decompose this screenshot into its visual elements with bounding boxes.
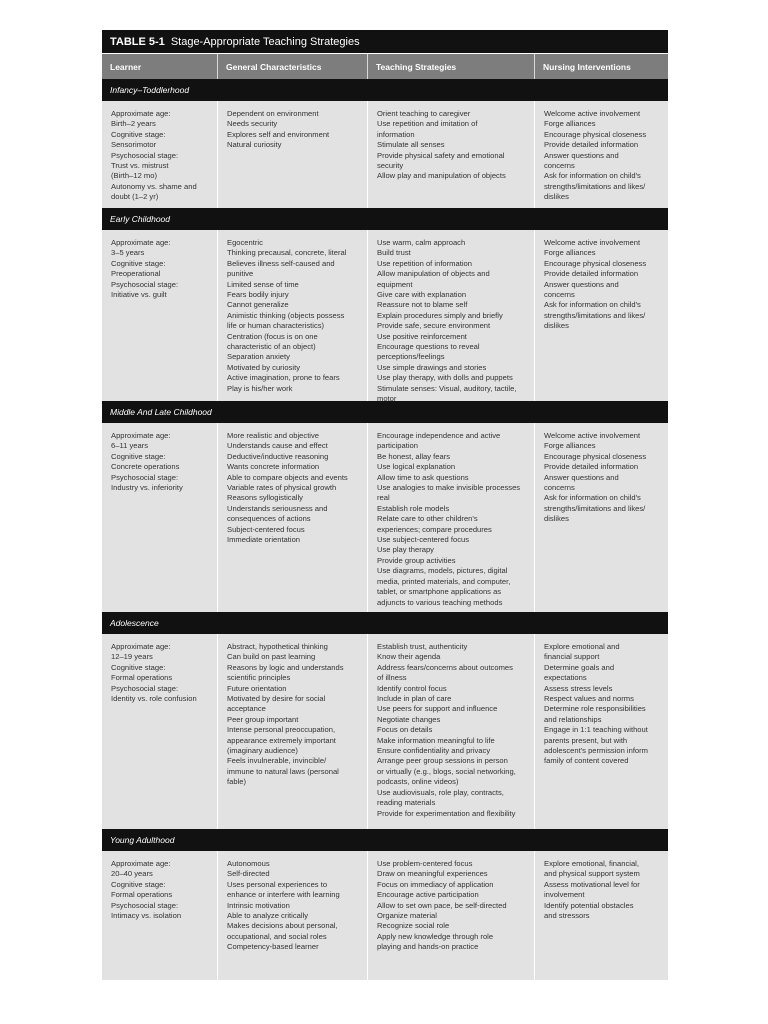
cell-line: Immediate orientation: [227, 535, 301, 545]
cell-line: Know their agenda: [377, 652, 441, 662]
cell-line: Variable rates of physical growth: [227, 483, 337, 493]
cell-line: 6–11 years: [111, 441, 149, 451]
cell-line: (imaginary audience): [227, 746, 298, 756]
cell-line: Identify potential obstacles: [544, 900, 634, 910]
cell-line: Motivated by curiosity: [227, 362, 301, 372]
cell-line: Include in plan of care: [377, 694, 452, 704]
cell-line: Explores self and environment: [227, 129, 330, 139]
cell-line: Welcome active involvement: [544, 431, 641, 440]
cell-line: Understands cause and effect: [227, 441, 328, 451]
cell-line: Use repetition of information: [377, 258, 472, 268]
cell-line: doubt (1–2 yr): [111, 192, 159, 202]
cell-line: Focus on immediacy of application: [377, 879, 494, 889]
cell-line: Formal operations: [111, 890, 173, 900]
cell-line: Reasons syllogistically: [227, 493, 303, 503]
characteristics-column: [218, 423, 368, 612]
cell-line: Psychosocial stage:: [111, 900, 179, 910]
cell-line: Ask for information on child's: [544, 300, 641, 310]
cell-line: Use simple drawings and stories: [377, 362, 487, 372]
cell-line: Concrete operations: [111, 462, 180, 472]
cell-line: Encourage questions to reveal: [377, 342, 480, 352]
characteristics-column: [218, 634, 368, 829]
cell-line: Use play therapy, with dolls and puppets: [377, 373, 513, 383]
cell-line: Reasons by logic and understands: [227, 662, 344, 672]
section-body: [102, 851, 668, 980]
cell-line: Fears bodily injury: [227, 290, 289, 300]
cell-line: Intimacy vs. isolation: [111, 911, 182, 921]
cell-line: Assess stress levels: [544, 683, 613, 693]
cell-line: Intense personal preoccupation,: [227, 725, 336, 735]
cell-line: Use play therapy: [377, 545, 434, 555]
section-header: Adolescence: [102, 612, 668, 634]
cell-line: Answer questions and: [544, 279, 619, 289]
cell-line: experiences; compare procedures: [377, 524, 492, 534]
cell-line: fable): [227, 777, 246, 787]
cell-line: Ask for information on child's: [544, 493, 641, 503]
cell-line: Be honest, allay fears: [377, 451, 451, 461]
cell-line: Use repetition and imitation of: [377, 119, 478, 129]
cell-line: Approximate age:: [111, 109, 171, 118]
cell-line: participation: [377, 441, 418, 451]
cell-line: Autonomous: [227, 859, 270, 868]
cell-line: Peer group important: [227, 714, 299, 724]
cell-line: Uses personal experiences to: [227, 879, 328, 889]
cell-line: Forge alliances: [544, 441, 596, 451]
cell-line: Encourage independence and active: [377, 431, 501, 440]
interventions-column: [535, 423, 668, 612]
cell-line: expectations: [544, 673, 587, 683]
cell-line: perceptions/feelings: [377, 352, 445, 362]
cell-line: Industry vs. inferiority: [111, 483, 183, 493]
cell-line: Identify control focus: [377, 683, 447, 693]
cell-line: and stressors: [544, 911, 590, 921]
cell-line: characteristic of an object): [227, 342, 316, 352]
cell-line: and physical support system: [544, 869, 640, 879]
cell-line: Cognitive stage:: [111, 129, 166, 139]
cell-line: Explain procedures simply and briefly: [377, 310, 503, 320]
cell-line: Motivated by desire for social: [227, 694, 326, 704]
table-title: Stage-Appropriate Teaching Strategies: [170, 35, 360, 48]
cell-line: Address fears/concerns about outcomes: [377, 662, 513, 672]
cell-line: dislikes: [544, 321, 569, 331]
cell-line: security: [377, 161, 404, 171]
cell-line: Recognize social role: [377, 921, 450, 931]
learner-column: [102, 423, 218, 612]
cell-line: acceptance: [227, 704, 266, 714]
cell-line: Explore emotional and: [544, 642, 620, 651]
header-learner: Learner: [102, 54, 218, 79]
cell-line: enhance or interfere with learning: [227, 890, 340, 900]
cell-line: Formal operations: [111, 673, 173, 683]
cell-line: Provide detailed information: [544, 269, 639, 279]
section-body: [102, 423, 668, 612]
interventions-column: [535, 851, 668, 980]
cell-line: tablet, or smartphone applications as: [377, 587, 502, 597]
cell-line: Answer questions and: [544, 150, 619, 160]
cell-line: consequences of actions: [227, 514, 311, 524]
cell-line: Provide physical safety and emotional: [377, 150, 505, 160]
cell-line: Answer questions and: [544, 472, 619, 482]
cell-line: Give care with explanation: [377, 290, 467, 300]
cell-line: Use analogies to make invisible processes: [377, 483, 521, 493]
cell-line: Determine goals and: [544, 662, 615, 672]
strategies-column: [368, 423, 535, 612]
cell-line: Use problem-centered focus: [377, 859, 473, 868]
section-header: Infancy–Toddlerhood: [102, 79, 668, 101]
cell-line: media, printed materials, and computer,: [377, 576, 511, 586]
characteristics-column: [218, 101, 368, 208]
cell-line: Use positive reinforcement: [377, 331, 467, 341]
cell-line: Competency-based learner: [227, 942, 319, 952]
cell-line: Allow to set own pace, be self-directed: [377, 900, 507, 910]
learner-column: [102, 101, 218, 208]
cell-line: Organize material: [377, 911, 437, 921]
cell-line: Stimulate all senses: [377, 140, 445, 150]
cell-line: and relationships: [544, 714, 602, 724]
cell-line: Self-directed: [227, 869, 270, 879]
cell-line: Abstract, hypothetical thinking: [227, 642, 328, 651]
cell-line: Cannot generalize: [227, 300, 289, 310]
cell-line: Makes decisions about personal,: [227, 921, 338, 931]
cell-line: Draw on meaningful experiences: [377, 869, 488, 879]
table-number: TABLE 5-1: [110, 35, 165, 48]
cell-line: Use peers for support and influence: [377, 704, 498, 714]
cell-line: Use logical explanation: [377, 462, 456, 472]
section-header: Young Adulthood: [102, 829, 668, 851]
cell-line: Separation anxiety: [227, 352, 290, 362]
column-header-row: [102, 54, 668, 79]
cell-line: Psychosocial stage:: [111, 279, 179, 289]
cell-line: Understands seriousness and: [227, 503, 328, 513]
cell-line: Provide safe, secure environment: [377, 321, 491, 331]
cell-line: immune to natural laws (personal: [227, 766, 339, 776]
table-sections: [102, 79, 668, 980]
interventions-column: [535, 101, 668, 208]
header-teaching-strategies: Teaching Strategies: [368, 54, 535, 79]
cell-line: Welcome active involvement: [544, 238, 641, 247]
cell-line: motor: [377, 394, 397, 401]
cell-line: podcasts, online videos): [377, 777, 459, 787]
cell-line: Able to analyze critically: [227, 911, 309, 921]
cell-line: Dependent on environment: [227, 109, 319, 118]
cell-line: Feels invulnerable, invincible/: [227, 756, 327, 766]
cell-line: reading materials: [377, 798, 436, 808]
cell-line: strengths/limitations and likes/: [544, 310, 646, 320]
cell-line: 12–19 years: [111, 652, 153, 662]
cell-line: Forge alliances: [544, 248, 596, 258]
cell-line: Limited sense of time: [227, 279, 299, 289]
cell-line: Deductive/inductive reasoning: [227, 451, 329, 461]
cell-line: Identity vs. role confusion: [111, 694, 197, 704]
cell-line: Welcome active involvement: [544, 109, 641, 118]
interventions-column: [535, 634, 668, 829]
teaching-strategies-table: [102, 30, 668, 980]
cell-line: Apply new knowledge through role: [377, 931, 494, 941]
cell-line: Use warm, calm approach: [377, 238, 466, 247]
cell-line: Forge alliances: [544, 119, 596, 129]
cell-line: Thinking precausal, concrete, literal: [227, 248, 347, 258]
cell-line: Respect values and norms: [544, 694, 634, 704]
cell-line: Assess motivational level for: [544, 879, 640, 889]
cell-line: Future orientation: [227, 683, 287, 693]
cell-line: Use diagrams, models, pictures, digital: [377, 566, 508, 576]
section-body: [102, 230, 668, 401]
cell-line: Animistic thinking (objects possess: [227, 310, 345, 320]
cell-line: Negotiate changes: [377, 714, 441, 724]
cell-line: Approximate age:: [111, 238, 171, 247]
cell-line: Able to compare objects and events: [227, 472, 348, 482]
cell-line: Determine role responsibilities: [544, 704, 646, 714]
cell-line: equipment: [377, 279, 413, 289]
section-body: [102, 101, 668, 208]
cell-line: financial support: [544, 652, 600, 662]
learner-column: [102, 851, 218, 980]
cell-line: Encourage physical closeness: [544, 258, 647, 268]
cell-line: strengths/limitations and likes/: [544, 181, 646, 191]
interventions-column: [535, 230, 668, 401]
cell-line: Encourage active participation: [377, 890, 479, 900]
section-header: Middle And Late Childhood: [102, 401, 668, 423]
cell-line: Relate care to other children's: [377, 514, 478, 524]
cell-line: parents present, but with: [544, 735, 628, 745]
cell-line: Needs security: [227, 119, 278, 129]
cell-line: Ask for information on child's: [544, 171, 641, 181]
cell-line: Preoperational: [111, 269, 161, 279]
cell-line: Make information meaningful to life: [377, 735, 495, 745]
cell-line: 20–40 years: [111, 869, 153, 879]
cell-line: Trust vs. mistrust: [111, 161, 169, 171]
strategies-column: [368, 230, 535, 401]
cell-line: punitive: [227, 269, 254, 279]
table-title-bar: [102, 30, 668, 53]
cell-line: Approximate age:: [111, 642, 171, 651]
cell-line: Natural curiosity: [227, 140, 282, 150]
cell-line: Allow manipulation of objects and: [377, 269, 490, 279]
cell-line: Centration (focus is on one: [227, 331, 318, 341]
cell-line: Initiative vs. guilt: [111, 290, 167, 300]
learner-column: [102, 634, 218, 829]
cell-line: Provide detailed information: [544, 140, 639, 150]
cell-line: Approximate age:: [111, 431, 171, 440]
cell-line: information: [377, 129, 415, 139]
cell-line: Engage in 1:1 teaching without: [544, 725, 648, 735]
cell-line: Allow play and manipulation of objects: [377, 171, 506, 181]
header-nursing-interventions: Nursing Interventions: [543, 61, 631, 72]
cell-line: Cognitive stage:: [111, 451, 166, 461]
cell-line: adjuncts to various teaching methods: [377, 597, 503, 607]
cell-line: Subject-centered focus: [227, 524, 305, 534]
cell-line: 3–5 years: [111, 248, 145, 258]
cell-line: real: [377, 493, 390, 503]
cell-line: occupational, and social roles: [227, 931, 327, 941]
cell-line: or virtually (e.g., blogs, social networking,: [377, 766, 516, 776]
section-body: [102, 634, 668, 829]
cell-line: Establish role models: [377, 503, 450, 513]
cell-line: More realistic and objective: [227, 431, 320, 440]
strategies-column: [368, 101, 535, 208]
cell-line: Approximate age:: [111, 859, 171, 868]
cell-line: Egocentric: [227, 238, 263, 247]
header-general-characteristics: General Characteristics: [218, 54, 368, 79]
characteristics-column: [218, 851, 368, 980]
cell-line: Orient teaching to caregiver: [377, 109, 471, 118]
cell-line: Focus on details: [377, 725, 433, 735]
strategies-column: [368, 634, 535, 829]
cell-line: concerns: [544, 290, 575, 300]
cell-line: life or human characteristics): [227, 321, 325, 331]
cell-line: Wants concrete information: [227, 462, 320, 472]
cell-line: Encourage physical closeness: [544, 451, 647, 461]
cell-line: Cognitive stage:: [111, 879, 166, 889]
cell-line: Play is his/her work: [227, 383, 293, 393]
cell-line: of illness: [377, 673, 407, 683]
cell-line: involvement: [544, 890, 585, 900]
cell-line: (Birth–12 mo): [111, 171, 158, 181]
cell-line: Believes illness self-caused and: [227, 258, 335, 268]
cell-line: adolescent's permission inform: [544, 746, 649, 756]
cell-line: concerns: [544, 483, 575, 493]
cell-line: dislikes: [544, 514, 569, 524]
cell-line: appearance extremely important: [227, 735, 336, 745]
cell-line: Psychosocial stage:: [111, 683, 179, 693]
cell-line: Autonomy vs. shame and: [111, 181, 197, 191]
cell-line: Birth–2 years: [111, 119, 156, 129]
cell-line: Encourage physical closeness: [544, 129, 647, 139]
cell-line: Stimulate senses: Visual, auditory, tactile,: [377, 383, 517, 393]
cell-line: Allow time to ask questions: [377, 472, 469, 482]
learner-column: [102, 230, 218, 401]
cell-line: playing and hands-on practice: [377, 942, 479, 952]
cell-line: Establish trust, authenticity: [377, 642, 468, 651]
cell-line: Provide group activities: [377, 555, 456, 565]
cell-line: Build trust: [377, 248, 411, 258]
cell-line: Ensure confidentiality and privacy: [377, 746, 491, 756]
cell-line: Cognitive stage:: [111, 258, 166, 268]
cell-line: Reassure not to blame self: [377, 300, 468, 310]
cell-line: Psychosocial stage:: [111, 150, 179, 160]
cell-line: Cognitive stage:: [111, 662, 166, 672]
cell-line: Use audiovisuals, role play, contracts,: [377, 787, 504, 797]
cell-line: Use subject-centered focus: [377, 535, 470, 545]
characteristics-column: [218, 230, 368, 401]
section-header: Early Childhood: [102, 208, 668, 230]
cell-line: Psychosocial stage:: [111, 472, 179, 482]
cell-line: Arrange peer group sessions in person: [377, 756, 508, 766]
cell-line: Active imagination, prone to fears: [227, 373, 340, 383]
cell-line: Sensorimotor: [111, 140, 157, 150]
strategies-column: [368, 851, 535, 980]
cell-line: Provide detailed information: [544, 462, 639, 472]
cell-line: scientific principles: [227, 673, 291, 683]
cell-line: family of content covered: [544, 756, 629, 766]
cell-line: Intrinsic motivation: [227, 900, 290, 910]
cell-line: Can build on past learning: [227, 652, 316, 662]
cell-line: Provide for experimentation and flexibility: [377, 808, 516, 818]
cell-line: strengths/limitations and likes/: [544, 503, 646, 513]
cell-line: concerns: [544, 161, 575, 171]
cell-line: Explore emotional, financial,: [544, 859, 639, 868]
cell-line: dislikes: [544, 192, 569, 202]
